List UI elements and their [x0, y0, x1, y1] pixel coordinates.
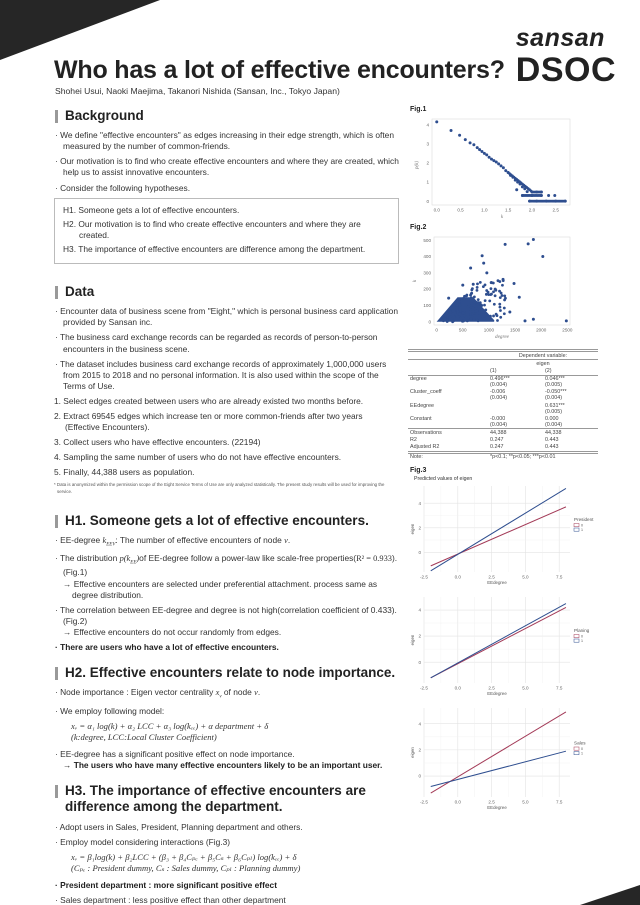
fig3-label: Fig.3	[410, 467, 427, 475]
fig3-president-line-chart	[410, 482, 605, 589]
bullet-item: · Our motivation is to find who create effective encounters and where they are created, which help us to assist innovative encounters.	[55, 156, 399, 178]
hypothesis-item: H2. Our motivation is to find who create effective encounters and where they are created.	[63, 218, 361, 240]
dependent-variable-label: Dependent variable:	[518, 352, 568, 359]
svg-text:0: 0	[426, 198, 429, 204]
svg-text:President: President	[574, 517, 594, 523]
hypothesis-item: H3. The importance of effective encounters are difference among the department.	[63, 243, 366, 254]
svg-text:7.5: 7.5	[555, 685, 563, 691]
section-bar-icon	[55, 667, 58, 680]
svg-text:eigen: eigen	[410, 523, 415, 535]
section-heading: H3. The importance of effective encounters are difference among the department.	[54, 783, 399, 815]
table-row: R2 0.247 0.443	[410, 437, 559, 444]
table-row: Observations 44,388 44,338	[410, 429, 562, 436]
section-background	[54, 108, 399, 264]
svg-text:eigen: eigen	[410, 747, 415, 758]
svg-text:4: 4	[418, 607, 421, 613]
svg-text:Sales: Sales	[574, 740, 586, 746]
bullet-item: · The distribution $p(k_{EE})of$ EE-degree follow a power-law like scale-free properties(R² = 0.933). (Fig.1) → Effective encounters are selected under preferential attachment. process same as degree distribution.	[55, 553, 398, 600]
fig2-label: Fig.2	[410, 224, 427, 231]
fig3-planning-line-chart	[410, 593, 605, 700]
svg-text:5.0: 5.0	[522, 799, 529, 805]
bullet-item: · The business card exchange records can be regarded as records of person-to-person encounters in the business scene.	[55, 332, 378, 354]
bullet-item: · We define "effective encounters" as edges increasing in their edge strength, which is often measured by the number of common-friends.	[55, 130, 394, 152]
fig3-sales-line-chart	[410, 702, 605, 814]
hypothesis-item: H1. Someone gets a lot of effective encounters.	[63, 204, 240, 215]
bullet-item: · The correlation between EE-degree and degree is not high(correlation coefficient of 0.433). (Fig.2) → Effective encounters do not occur randomly from edges.	[55, 604, 397, 637]
bullet-item: · Sales department : less positive effect than other department	[55, 895, 286, 905]
column-1-header: (1)	[490, 367, 497, 374]
bullet-item: · The dataset includes business card exchange records of approximately 1,000,000 users from 2015 to 2018 and no personal information. It is also used within the scope of the Terms of Use.	[55, 358, 387, 391]
table-note: Note: *p<0.1; **p<0.05; ***p<0.01	[410, 454, 556, 461]
data-footnote: * Data is anonymized within the permission scope of the Eight Service Terms of Use are only analyzed statistically. The present study results will be used for improving the service.	[54, 482, 385, 494]
bullet-item-conclusion: · There are users who have a lot of effective encounters.	[55, 642, 279, 653]
step-item: 4. Sampling the same number of users who do not have effective encounters.	[54, 452, 342, 463]
authors: Shohei Usui, Naoki Maejima, Takanori Nishida (Sansan, Inc., Tokyo Japan)	[55, 86, 340, 96]
section-heading: H2. Effective encounters relate to node importance.	[54, 665, 399, 681]
svg-text:-2.5: -2.5	[420, 685, 428, 691]
svg-text:400: 400	[423, 254, 431, 260]
corner-decoration-top-left	[0, 0, 160, 60]
svg-text:degree: degree	[495, 334, 509, 340]
svg-text:1: 1	[581, 527, 583, 532]
svg-text:-2.5: -2.5	[420, 799, 428, 805]
bullet-item: · Employ model considering interactions (Fig.3)	[55, 836, 231, 847]
interaction-model-formula: xᵥ = β₁log(k) + β₂LCC + (β₃ + β₄Cₚₑ + β₅Cₛ + β₆Cₚₗ) log(kₑₑ) + δ (Cₚₑ : President dummy, Cₛ : Sales dummy, Cₚₗ : Planning dummy)	[71, 851, 301, 873]
bullet-item: · Adopt users in Sales, President, Planning department and others.	[55, 821, 303, 832]
regression-table	[408, 349, 598, 461]
section-h2	[54, 665, 399, 771]
svg-text:0: 0	[581, 634, 583, 639]
right-column	[410, 106, 610, 814]
svg-text:1.0: 1.0	[481, 207, 488, 213]
svg-text:1: 1	[581, 751, 583, 756]
logo-dsoc: DSOC	[515, 51, 616, 89]
svg-text:p(k): p(k)	[415, 160, 420, 170]
svg-text:1000: 1000	[483, 327, 495, 333]
bullet-item: · EE-degree $k_{EEV}$: The number of effective encounters of node v.	[55, 534, 291, 548]
bullet-item: · We employ following model:	[55, 705, 165, 716]
svg-text:Planing: Planing	[574, 628, 590, 634]
svg-text:eigen: eigen	[410, 634, 415, 646]
svg-text:0: 0	[418, 550, 421, 556]
svg-text:500: 500	[423, 237, 431, 243]
svg-text:4: 4	[418, 721, 421, 727]
svg-text:2.5: 2.5	[488, 685, 495, 691]
svg-text:0: 0	[418, 773, 421, 779]
svg-text:200: 200	[423, 286, 431, 292]
svg-text:2000: 2000	[536, 327, 547, 333]
svg-text:7.5: 7.5	[555, 799, 563, 805]
svg-text:5.0: 5.0	[522, 574, 529, 580]
svg-text:2.5: 2.5	[488, 574, 495, 580]
section-bar-icon	[55, 515, 58, 528]
svg-text:2.0: 2.0	[528, 207, 536, 213]
table-row: degree 0.496*** (0.004) 0.046*** (0.005)	[410, 376, 565, 389]
svg-text:7.5: 7.5	[555, 574, 563, 580]
fig3-title: Predicted values of eigen	[414, 476, 473, 483]
svg-text:0: 0	[418, 659, 421, 665]
svg-text:2.5: 2.5	[552, 207, 559, 213]
svg-text:1500: 1500	[509, 327, 521, 333]
section-heading: Data	[54, 284, 399, 300]
svg-text:-2.5: -2.5	[420, 574, 428, 580]
svg-text:0.0: 0.0	[454, 799, 461, 805]
table-row: Cluster_coeff -0.006 (0.004) -0.050*** (0.004)	[410, 389, 567, 402]
svg-text:0.0: 0.0	[433, 207, 440, 213]
step-item: 2. Extract 69545 edges which increase ten or more common-friends after two years (Effective Encounters).	[54, 410, 363, 433]
table-row: Adjusted R2 0.247 0.443	[410, 444, 559, 451]
svg-text:300: 300	[423, 270, 431, 276]
bullet-item: · Consider the following hypotheses.	[55, 182, 191, 193]
svg-text:1.5: 1.5	[504, 207, 512, 213]
corner-decoration-bottom-right	[580, 885, 640, 905]
svg-text:3: 3	[426, 141, 429, 147]
svg-text:0: 0	[428, 319, 431, 325]
svg-text:0: 0	[581, 523, 583, 528]
column-2-header: (2)	[545, 367, 552, 374]
svg-text:k: k	[500, 215, 504, 220]
section-heading: H1. Someone gets a lot of effective encounters.	[54, 513, 399, 529]
fig1-scatter-chart	[410, 115, 575, 220]
section-h3	[54, 783, 399, 905]
section-h1	[54, 513, 399, 653]
svg-text:1: 1	[581, 638, 583, 643]
svg-text:4: 4	[418, 500, 421, 506]
svg-text:EEdegree: EEdegree	[487, 805, 507, 811]
svg-text:k: k	[413, 279, 418, 283]
svg-text:0: 0	[435, 327, 438, 333]
bullet-item-conclusion: · President department : more significant positive effect	[55, 880, 277, 891]
svg-text:1: 1	[426, 179, 429, 185]
step-item: 1. Select edges created between users who are already existed two months before.	[54, 395, 364, 406]
svg-text:0.5: 0.5	[457, 207, 464, 213]
model-formula: xᵥ = α₁ log(k) + α₂ LCC + α₃ log(kₑₑ) + α department + δ (k:degree, LCC:Local Cluster Coefficient)	[71, 720, 269, 742]
svg-text:EEdegree: EEdegree	[487, 580, 507, 586]
fig1-label: Fig.1	[410, 106, 427, 113]
svg-text:5.0: 5.0	[522, 685, 529, 691]
svg-text:2500: 2500	[562, 327, 573, 333]
step-item: 3. Collect users who have effective encounters. (22194)	[54, 437, 261, 448]
svg-text:2: 2	[418, 525, 421, 531]
svg-text:2: 2	[426, 160, 429, 166]
section-heading: Background	[54, 108, 399, 124]
svg-text:2: 2	[418, 747, 421, 753]
left-column	[54, 108, 399, 905]
poster-title: Who has a lot of effective encounters?	[54, 56, 505, 84]
section-data	[54, 284, 399, 495]
svg-text:EEdegree: EEdegree	[487, 691, 507, 697]
svg-text:2: 2	[418, 633, 421, 639]
svg-text:0.0: 0.0	[454, 685, 461, 691]
step-item: 5. Finally, 44,388 users as population.	[54, 467, 195, 478]
bullet-item: · Encounter data of business scene from "Eight," which is personal business card application provided by Sansan inc.	[55, 306, 398, 328]
section-bar-icon	[55, 785, 58, 798]
logo-sansan: sansan	[515, 24, 605, 52]
svg-text:100: 100	[423, 303, 431, 309]
svg-text:0: 0	[581, 746, 583, 751]
svg-text:4: 4	[426, 122, 429, 128]
sansan-dsoc-logo	[516, 26, 616, 87]
dependent-variable: eigen	[536, 360, 550, 367]
hypotheses-box	[54, 198, 399, 264]
svg-text:500: 500	[458, 327, 467, 333]
table-row: EEdegree 0.631*** (0.005)	[410, 402, 565, 415]
section-bar-icon	[55, 110, 58, 123]
bullet-item: · EE-degree has a significant positive effect on node importance. → The users who have many effective encounters likely to be an important user.	[55, 749, 383, 771]
table-row: Constant -0.000 (0.004) 0.000 (0.004)	[410, 415, 563, 428]
bullet-item: · Node importance : Eigen vector centrality $x_v$ of node v.	[55, 687, 261, 700]
fig2-scatter-chart	[410, 233, 575, 341]
svg-text:2.5: 2.5	[488, 799, 495, 805]
section-bar-icon	[55, 286, 58, 299]
svg-text:0.0: 0.0	[454, 574, 461, 580]
